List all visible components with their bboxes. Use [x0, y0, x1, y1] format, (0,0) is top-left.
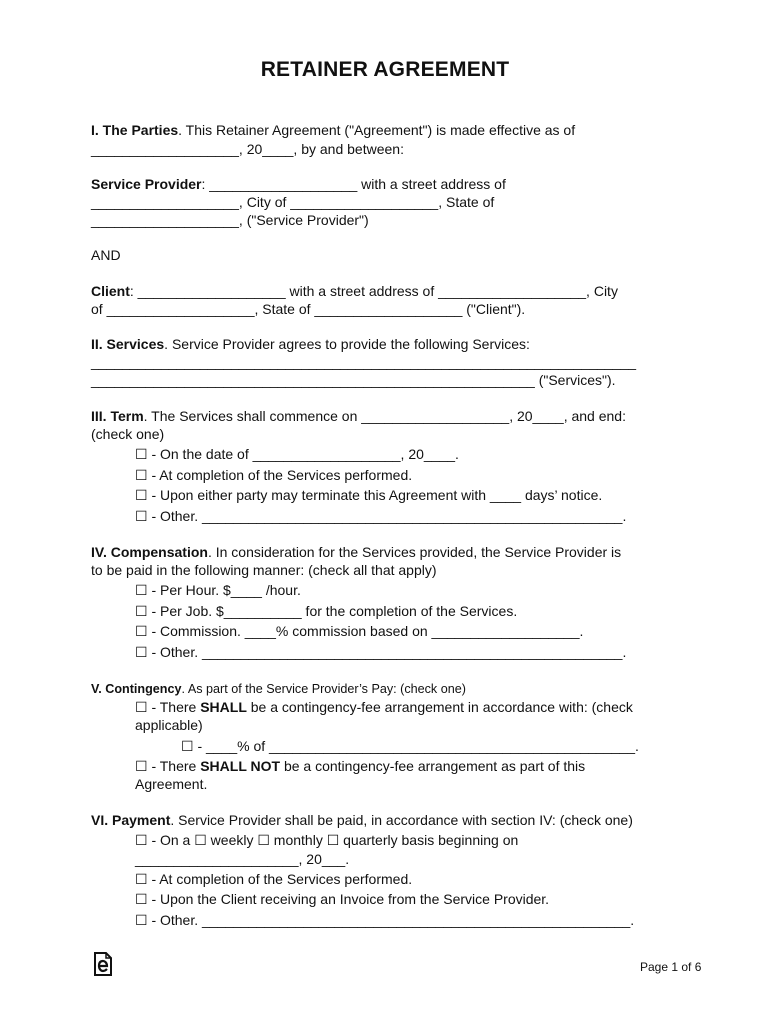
contingency-line-1: V. Contingency. As part of the Service Provider’s Pay: (check one) — [91, 682, 466, 696]
service-provider-line-3: ___________________, ("Service Provider") — [91, 212, 369, 228]
compensation-line-1: IV. Compensation. In consideration for the Services provided, the Service Provider is — [91, 544, 622, 560]
compensation-line-2: to be paid in the following manner: (check all that apply) — [91, 562, 437, 578]
compensation-option-other: ☐ - Other. ______________________________________________________. — [135, 644, 627, 660]
term-line-2: (check one) — [91, 426, 165, 442]
service-provider-line-2: ___________________, City of ___________________, State of — [91, 194, 495, 210]
term-option-completion: ☐ - At completion of the Services performed. — [135, 467, 413, 483]
compensation-option-hour: ☐ - Per Hour. $____ /hour. — [135, 582, 301, 598]
services-heading-line: II. Services. Service Provider agrees to provide the following Services: — [91, 336, 530, 352]
term-option-terminate: ☐ - Upon either party may terminate this Agreement with ____ days’ notice. — [135, 487, 603, 503]
payment-option-completion: ☐ - At completion of the Services performed. — [135, 871, 413, 887]
contingency-option-shall-not-1: ☐ - There SHALL NOT be a contingency-fee arrangement as part of this — [135, 758, 586, 774]
page-number: Page 1 of 6 — [640, 960, 702, 974]
client-line-1: Client: ___________________ with a street address of ___________________, City — [91, 283, 618, 299]
payment-option-basis-date: _____________________, 20___. — [135, 851, 350, 867]
contingency-option-shall-1: ☐ - There SHALL be a contingency-fee arrangement in accordance with: (check — [135, 699, 633, 715]
document-title: RETAINER AGREEMENT — [260, 58, 510, 81]
client-line-2: of ___________________, State of ___________________ ("Client"). — [91, 301, 526, 317]
service-provider-line-1: Service Provider: ___________________ with a street address of — [91, 176, 506, 192]
term-option-other: ☐ - Other. ______________________________________________________. — [135, 508, 627, 524]
services-blank-line-2: _________________________________________________________ ("Services"). — [91, 372, 616, 388]
contingency-percent-line: ☐ - ____% of _______________________________________________. — [181, 738, 639, 754]
payment-option-basis: ☐ - On a ☐ weekly ☐ monthly ☐ quarterly basis beginning on — [135, 832, 519, 848]
services-blank-line-1: ______________________________________________________________________ — [91, 354, 637, 370]
parties-line-2: ___________________, 20____, by and between: — [91, 141, 404, 157]
payment-option-other: ☐ - Other. _______________________________________________________. — [135, 912, 635, 928]
eforms-logo-icon — [92, 951, 114, 977]
payment-line-1: VI. Payment. Service Provider shall be paid, in accordance with section IV: (check one) — [91, 812, 633, 828]
contingency-option-shall-not-2: Agreement. — [135, 776, 208, 792]
parties-line-1: I. The Parties. This Retainer Agreement ("Agreement") is made effective as of — [91, 122, 576, 138]
term-line-1: III. Term. The Services shall commence on ___________________, 20____, and end: — [91, 408, 626, 424]
compensation-option-job: ☐ - Per Job. $__________ for the completion of the Services. — [135, 603, 518, 619]
and-line: AND — [91, 247, 121, 263]
contingency-option-shall-2: applicable) — [135, 717, 203, 733]
term-option-date: ☐ - On the date of ___________________, 20____. — [135, 446, 459, 462]
compensation-option-commission: ☐ - Commission. ____% commission based on ___________________. — [135, 623, 584, 639]
payment-option-invoice: ☐ - Upon the Client receiving an Invoice from the Service Provider. — [135, 891, 550, 907]
